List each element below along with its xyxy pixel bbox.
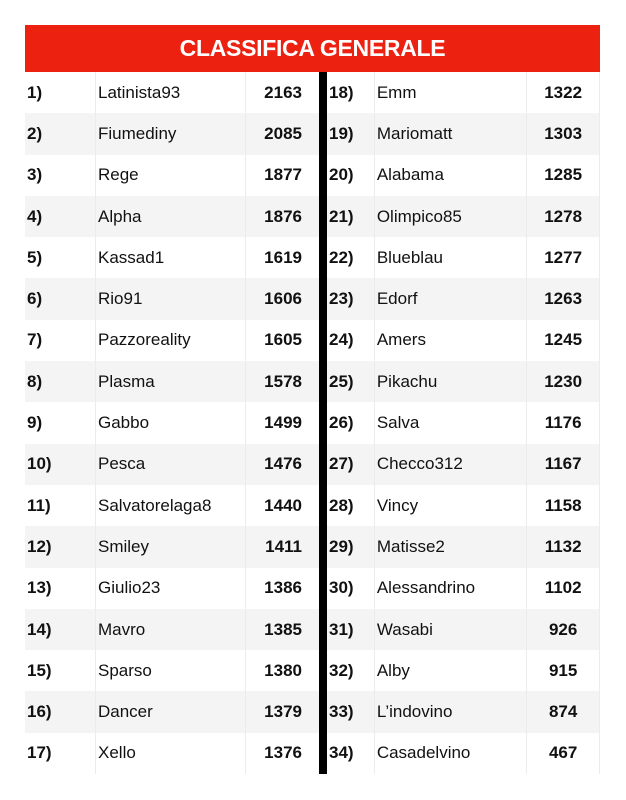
- player-name: Casadelvino: [375, 733, 527, 774]
- score-cell: 1440: [264, 495, 302, 515]
- right-column: [327, 72, 600, 774]
- rank-cell: 21): [327, 196, 375, 237]
- player-name: Salva: [375, 402, 527, 443]
- score-cell: 1277: [544, 247, 583, 267]
- ranking-row: [25, 444, 319, 485]
- score-cell: 1499: [264, 413, 302, 433]
- rank-cell: 6): [25, 278, 96, 319]
- player-name: Giulio23: [96, 568, 246, 609]
- player-name: Edorf: [375, 278, 527, 319]
- player-name: Xello: [96, 733, 246, 774]
- ranking-row: [25, 320, 319, 361]
- rank-cell: 33): [327, 691, 375, 732]
- ranking-row: [25, 113, 319, 154]
- rank-cell: 10): [25, 444, 96, 485]
- score-cell: 1379: [264, 702, 302, 722]
- score-cell: 2085: [264, 123, 302, 143]
- rank-cell: 27): [327, 444, 375, 485]
- score-cell: 1578: [264, 371, 302, 391]
- score-cell: 1385: [264, 619, 302, 639]
- score-cell: 1605: [264, 330, 302, 350]
- player-name: Rege: [96, 155, 246, 196]
- score-cell: 1263: [544, 289, 583, 309]
- score-cell: 1476: [264, 454, 302, 474]
- ranking-row: [25, 568, 319, 609]
- rank-cell: 19): [327, 113, 375, 154]
- rank-cell: 17): [25, 733, 96, 774]
- rank-cell: 20): [327, 155, 375, 196]
- rank-cell: 4): [25, 196, 96, 237]
- player-name: Alpha: [96, 196, 246, 237]
- rank-cell: 22): [327, 237, 375, 278]
- player-name: Vincy: [375, 485, 527, 526]
- rank-cell: 31): [327, 609, 375, 650]
- player-name: Gabbo: [96, 402, 246, 443]
- ranking-row: [327, 113, 600, 154]
- player-name: Matisse2: [375, 526, 527, 567]
- player-name: Mavro: [96, 609, 246, 650]
- ranking-row: [25, 72, 319, 113]
- player-name: Latinista93: [96, 72, 246, 113]
- score-cell: 1876: [264, 206, 302, 226]
- rank-cell: 11): [25, 485, 96, 526]
- player-name: Wasabi: [375, 609, 527, 650]
- ranking-row: [327, 278, 600, 319]
- ranking-row: [327, 650, 600, 691]
- ranking-row: [327, 361, 600, 402]
- player-name: L’indovino: [375, 691, 527, 732]
- rank-cell: 32): [327, 650, 375, 691]
- ranking-row: [25, 485, 319, 526]
- ranking-row: [327, 72, 600, 113]
- player-name: Checco312: [375, 444, 527, 485]
- score-cell: 467: [548, 743, 578, 763]
- ranking-row: [327, 485, 600, 526]
- ranking-row: [327, 609, 600, 650]
- leaderboard-columns: [25, 72, 600, 774]
- player-name: Rio91: [96, 278, 246, 319]
- player-name: Mariomatt: [375, 113, 527, 154]
- ranking-row: [327, 237, 600, 278]
- ranking-row: [25, 237, 319, 278]
- ranking-row: [327, 733, 600, 774]
- player-name: Pikachu: [375, 361, 527, 402]
- leaderboard: [25, 25, 600, 774]
- ranking-row: [327, 526, 600, 567]
- rank-cell: 15): [25, 650, 96, 691]
- rank-cell: 14): [25, 609, 96, 650]
- left-column: [25, 72, 319, 774]
- rank-cell: 16): [25, 691, 96, 732]
- ranking-row: [327, 444, 600, 485]
- rank-cell: 12): [25, 526, 96, 567]
- rank-cell: 1): [25, 72, 96, 113]
- player-name: Emm: [375, 72, 527, 113]
- score-cell: 1167: [544, 454, 582, 474]
- player-name: Smiley: [96, 526, 246, 567]
- player-name: Alby: [375, 650, 527, 691]
- rank-cell: 28): [327, 485, 375, 526]
- ranking-row: [25, 155, 319, 196]
- score-cell: 2163: [264, 82, 302, 102]
- ranking-row: [327, 691, 600, 732]
- score-cell: 1158: [544, 495, 582, 515]
- ranking-row: [25, 691, 319, 732]
- ranking-row: [25, 526, 319, 567]
- rank-cell: 34): [327, 733, 375, 774]
- score-cell: 1619: [264, 247, 302, 267]
- rank-cell: 3): [25, 155, 96, 196]
- player-name: Fiumediny: [96, 113, 246, 154]
- ranking-row: [25, 361, 319, 402]
- score-cell: 1102: [544, 578, 582, 598]
- ranking-row: [25, 650, 319, 691]
- ranking-row: [327, 402, 600, 443]
- rank-cell: 29): [327, 526, 375, 567]
- rank-cell: 25): [327, 361, 375, 402]
- column-divider: [319, 72, 327, 774]
- score-cell: 1322: [544, 82, 583, 102]
- player-name: Salvatorelaga8: [96, 485, 246, 526]
- score-cell: 1386: [264, 578, 302, 598]
- score-cell: 1230: [544, 371, 583, 391]
- score-cell: 1132: [544, 536, 582, 556]
- ranking-row: [25, 196, 319, 237]
- ranking-row: [327, 320, 600, 361]
- rank-cell: 2): [25, 113, 96, 154]
- player-name: Alessandrino: [375, 568, 527, 609]
- ranking-row: [327, 568, 600, 609]
- rank-cell: 5): [25, 237, 96, 278]
- ranking-row: [25, 609, 319, 650]
- rank-cell: 9): [25, 402, 96, 443]
- score-cell: 926: [548, 619, 578, 639]
- rank-cell: 13): [25, 568, 96, 609]
- score-cell: 1877: [264, 165, 302, 185]
- ranking-row: [25, 402, 319, 443]
- player-name: Sparso: [96, 650, 246, 691]
- score-cell: 1606: [264, 289, 302, 309]
- score-cell: 1376: [264, 743, 302, 763]
- rank-cell: 26): [327, 402, 375, 443]
- score-cell: 1245: [544, 330, 583, 350]
- player-name: Dancer: [96, 691, 246, 732]
- score-cell: 915: [548, 660, 578, 680]
- player-name: Pazzoreality: [96, 320, 246, 361]
- rank-cell: 18): [327, 72, 375, 113]
- player-name: Olimpico85: [375, 196, 527, 237]
- rank-cell: 8): [25, 361, 96, 402]
- player-name: Amers: [375, 320, 527, 361]
- rank-cell: 7): [25, 320, 96, 361]
- ranking-row: [25, 733, 319, 774]
- player-name: Kassad1: [96, 237, 246, 278]
- player-name: Blueblau: [375, 237, 527, 278]
- rank-cell: 23): [327, 278, 375, 319]
- player-name: Plasma: [96, 361, 246, 402]
- leaderboard-title: CLASSIFICA GENERALE: [25, 25, 600, 72]
- score-cell: 1285: [544, 165, 583, 185]
- rank-cell: 24): [327, 320, 375, 361]
- score-cell: 874: [548, 702, 578, 722]
- player-name: Pesca: [96, 444, 246, 485]
- ranking-row: [327, 155, 600, 196]
- ranking-row: [327, 196, 600, 237]
- score-cell: 1303: [544, 123, 583, 143]
- score-cell: 1176: [544, 413, 582, 433]
- score-cell: 1380: [264, 660, 302, 680]
- player-name: Alabama: [375, 155, 527, 196]
- ranking-row: [25, 278, 319, 319]
- rank-cell: 30): [327, 568, 375, 609]
- score-cell: 1278: [544, 206, 583, 226]
- score-cell: 1411: [265, 536, 302, 556]
